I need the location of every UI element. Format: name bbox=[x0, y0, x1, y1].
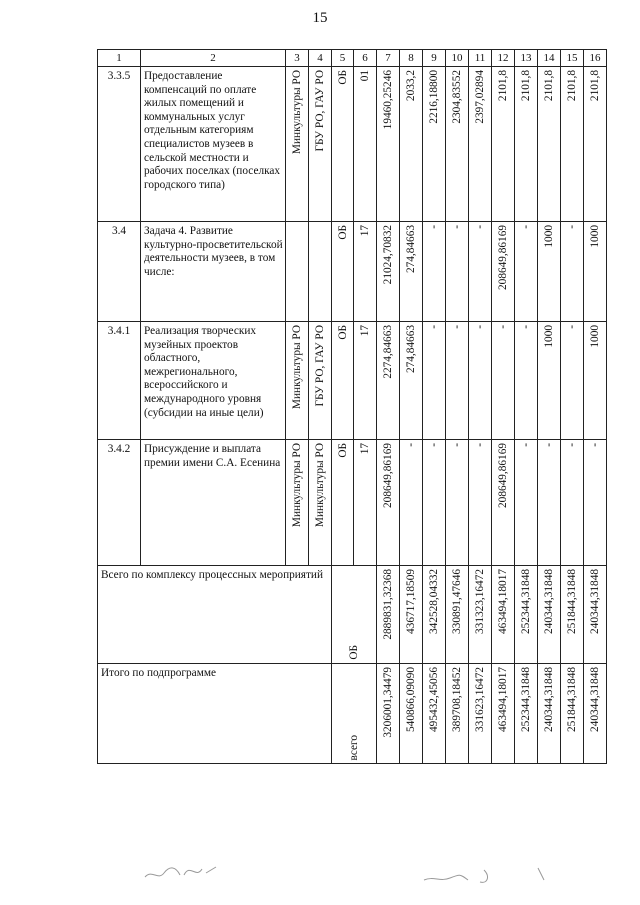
header-cell: 9 bbox=[423, 50, 446, 67]
value-cell: 2889831,32368 bbox=[382, 569, 394, 640]
header-cell: 12 bbox=[492, 50, 515, 67]
row-name: Присуждение и выплата премии имени С.А. Есенина bbox=[141, 440, 286, 566]
participant-cell: ГБУ РО, ГАУ РО bbox=[314, 325, 326, 407]
value-cell: - bbox=[451, 225, 463, 229]
total-label: Всего по комплексу процессных мероприятий bbox=[98, 566, 332, 664]
row-name: Предоставление компенсаций по оплате жилых помещений и коммунальных услуг отдельным категориям специалистов музеев в сельской местности и рабочих поселках (поселках городского типа) bbox=[141, 67, 286, 222]
value-cell: 208649,86169 bbox=[382, 443, 394, 508]
value-cell: 2101,8 bbox=[589, 70, 601, 102]
row-name: Задача 4. Развитие культурно-просветительской деятельности музеев, в том числе: bbox=[141, 222, 286, 322]
value-cell: - bbox=[566, 325, 578, 329]
value-cell: 1000 bbox=[589, 225, 601, 248]
value-cell: 2101,8 bbox=[566, 70, 578, 102]
value-cell: - bbox=[451, 443, 463, 447]
value-cell: - bbox=[474, 225, 486, 229]
header-cell: 15 bbox=[561, 50, 584, 67]
value-cell: 331623,16472 bbox=[474, 667, 486, 732]
header-cell: 14 bbox=[538, 50, 561, 67]
value-cell: 330891,47646 bbox=[451, 569, 463, 634]
value-cell: 2101,8 bbox=[497, 70, 509, 102]
value-cell: 331323,16472 bbox=[474, 569, 486, 634]
value-cell: - bbox=[520, 443, 532, 447]
total-row bbox=[98, 566, 607, 664]
value-cell: - bbox=[543, 443, 555, 447]
value-cell: 252344,31848 bbox=[520, 667, 532, 732]
value-cell: - bbox=[451, 325, 463, 329]
value-cell: 240344,31848 bbox=[543, 569, 555, 634]
participant-cell: Минкультуры РО bbox=[314, 443, 326, 528]
value-cell: 389708,18452 bbox=[451, 667, 463, 732]
source-cell: всего bbox=[348, 734, 360, 760]
table-row bbox=[98, 222, 607, 322]
value-cell: 2033,2 bbox=[405, 70, 417, 102]
signature-mark bbox=[420, 862, 560, 888]
value-cell: - bbox=[497, 325, 509, 329]
value-cell: 208649,86169 bbox=[497, 443, 509, 508]
code-cell: 17 bbox=[359, 443, 371, 455]
table-row bbox=[98, 67, 607, 222]
value-cell: 240344,31848 bbox=[543, 667, 555, 732]
row-name: Реализация творческих музейных проектов областного, межрегионального, всероссийского и международного уровня (субсидии на иные цели) bbox=[141, 322, 286, 440]
header-cell: 7 bbox=[377, 50, 400, 67]
header-cell: 4 bbox=[309, 50, 332, 67]
header-cell: 11 bbox=[469, 50, 492, 67]
code-cell: 17 bbox=[359, 225, 371, 237]
value-cell: - bbox=[428, 225, 440, 229]
row-number: 3.4 bbox=[98, 222, 141, 322]
source-cell: ОБ bbox=[336, 225, 349, 240]
value-cell: - bbox=[566, 225, 578, 229]
header-cell: 13 bbox=[515, 50, 538, 67]
executor-cell: Минкультуры РО bbox=[291, 70, 303, 155]
value-cell: 21024,70832 bbox=[382, 225, 394, 285]
value-cell: - bbox=[520, 225, 532, 229]
source-cell: ОБ bbox=[336, 70, 349, 85]
value-cell: 463494,18017 bbox=[497, 667, 509, 732]
signature-mark bbox=[140, 855, 230, 885]
value-cell: - bbox=[405, 443, 417, 447]
participant-cell: ГБУ РО, ГАУ РО bbox=[314, 70, 326, 152]
value-cell: 2274,84663 bbox=[382, 325, 394, 379]
value-cell: 2397,02894 bbox=[474, 70, 486, 124]
executor-cell: Минкультуры РО bbox=[291, 325, 303, 410]
source-cell: ОБ bbox=[336, 325, 349, 340]
value-cell: 208649,86169 bbox=[497, 225, 509, 290]
row-number: 3.4.2 bbox=[98, 440, 141, 566]
value-cell: 342528,04332 bbox=[428, 569, 440, 634]
value-cell: 2216,18800 bbox=[428, 70, 440, 124]
value-cell: 240344,31848 bbox=[589, 667, 601, 732]
value-cell: - bbox=[474, 325, 486, 329]
value-cell: 251844,31848 bbox=[566, 569, 578, 634]
table-row bbox=[98, 440, 607, 566]
value-cell: 2101,8 bbox=[543, 70, 555, 102]
value-cell: 2101,8 bbox=[520, 70, 532, 102]
value-cell: 1000 bbox=[543, 225, 555, 248]
value-cell: 463494,18017 bbox=[497, 569, 509, 634]
value-cell: 2304,83552 bbox=[451, 70, 463, 124]
header-cell: 10 bbox=[446, 50, 469, 67]
row-number: 3.4.1 bbox=[98, 322, 141, 440]
header-cell: 8 bbox=[400, 50, 423, 67]
value-cell: 436717,18509 bbox=[405, 569, 417, 634]
value-cell: - bbox=[589, 443, 601, 447]
value-cell: 240344,31848 bbox=[589, 569, 601, 634]
page-number: 15 bbox=[312, 10, 328, 26]
header-cell: 6 bbox=[354, 50, 377, 67]
header-cell: 1 bbox=[98, 50, 141, 67]
row-number: 3.3.5 bbox=[98, 67, 141, 222]
value-cell: 495432,45056 bbox=[428, 667, 440, 732]
header-cell: 2 bbox=[141, 50, 286, 67]
total-row bbox=[98, 664, 607, 764]
source-cell: ОБ bbox=[348, 645, 360, 660]
value-cell: 274,84663 bbox=[405, 325, 417, 374]
value-cell: - bbox=[428, 325, 440, 329]
value-cell: 1000 bbox=[543, 325, 555, 348]
value-cell: - bbox=[566, 443, 578, 447]
header-cell: 5 bbox=[332, 50, 354, 67]
value-cell: - bbox=[428, 443, 440, 447]
header-row bbox=[98, 50, 607, 67]
source-cell: ОБ bbox=[336, 443, 349, 458]
value-cell: 251844,31848 bbox=[566, 667, 578, 732]
value-cell: - bbox=[474, 443, 486, 447]
executor-cell: Минкультуры РО bbox=[291, 443, 303, 528]
value-cell: 19460,25246 bbox=[382, 70, 394, 130]
value-cell: 3206001,34479 bbox=[382, 667, 394, 738]
budget-table bbox=[97, 49, 607, 764]
total-label: Итого по подпрограмме bbox=[98, 664, 332, 764]
header-cell: 3 bbox=[286, 50, 309, 67]
header-cell: 16 bbox=[584, 50, 607, 67]
value-cell: 252344,31848 bbox=[520, 569, 532, 634]
value-cell: 540866,09090 bbox=[405, 667, 417, 732]
code-cell: 17 bbox=[359, 325, 371, 337]
value-cell: - bbox=[520, 325, 532, 329]
value-cell: 274,84663 bbox=[405, 225, 417, 274]
table-row bbox=[98, 322, 607, 440]
code-cell: 01 bbox=[359, 70, 371, 82]
value-cell: 1000 bbox=[589, 325, 601, 348]
